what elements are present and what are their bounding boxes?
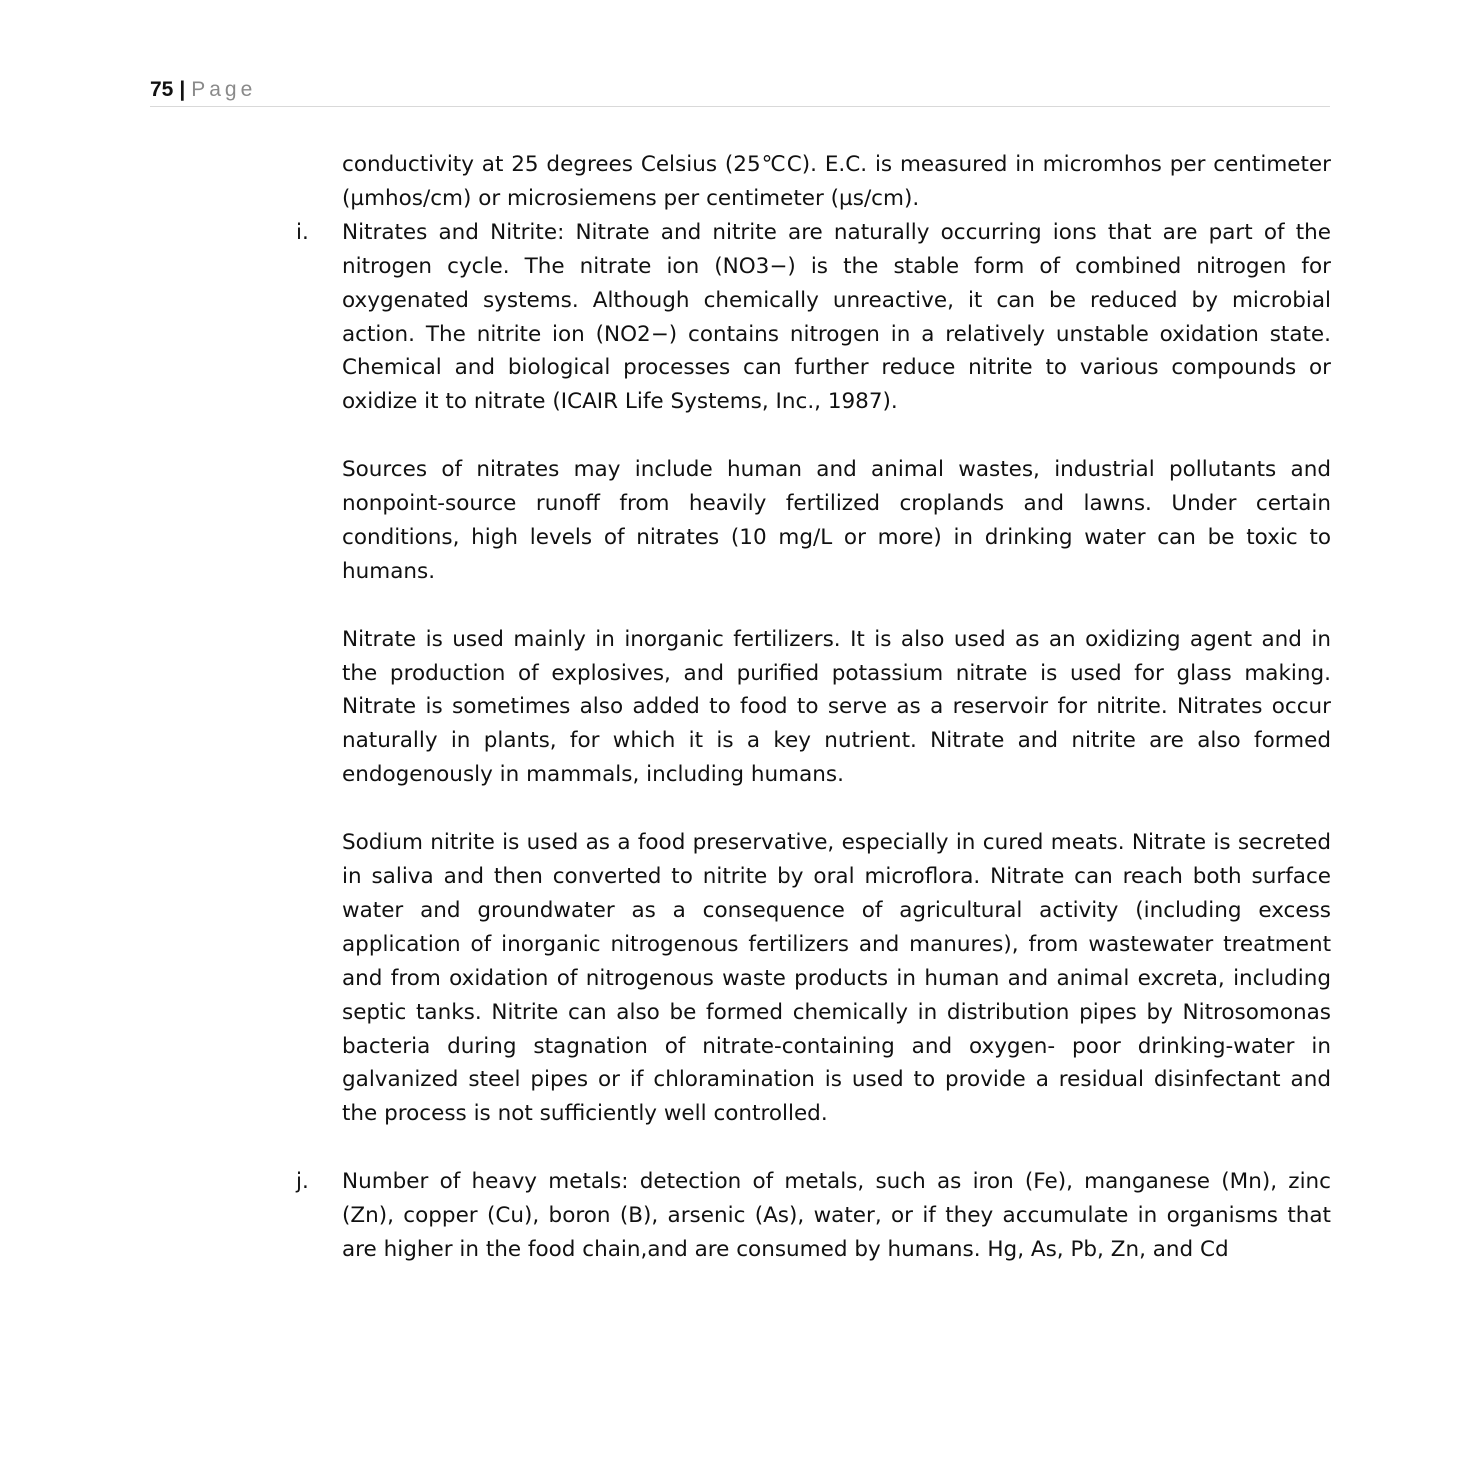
list-item-j-heavy-metals	[296, 1165, 1331, 1267]
paragraph-text: Nitrates and Nitrite: Nitrate and nitrite are naturally occurring ions that are part of the nitrogen cycle. The nitrate ion (NO3−) is the stable form of combined nitrogen for oxygenated systems. Although chemically unreactive, it can be reduced by microbial action. The nitrite ion (NO2−) contains nitrogen in a relatively unstable oxidation state. Chemical and biological processes can further reduce nitrite to various compounds or oxidize it to nitrate (ICAIR Life Systems, Inc., 1987).	[342, 219, 1331, 415]
paragraph-conductivity	[342, 148, 1331, 216]
list-item-i-nitrates	[296, 216, 1331, 419]
paragraph-nitrate-sources	[342, 453, 1331, 589]
paragraph-text: Sources of nitrates may include human and animal wastes, industrial pollutants and nonpoint-source runoff from heavily fertilized croplands and lawns. Under certain conditions, high levels of nitrates (10 mg/L or more) in drinking water can be toxic to humans.	[342, 457, 1331, 584]
document-body	[296, 148, 1331, 1267]
paragraph-nitrate-uses	[342, 623, 1331, 793]
list-marker: j.	[296, 1169, 309, 1195]
page-separator: |	[179, 78, 186, 101]
paragraph-text: Nitrate is used mainly in inorganic fertilizers. It is also used as an oxidizing agent and in the production of explosives, and purified potassium nitrate is used for glass making. Nitrate is sometimes also added to food to serve as a reservoir for nitrite. Nitrates occur naturally in plants, for which it is a key nutrient. Nitrate and nitrite are also formed endogenously in mammals, including humans.	[342, 626, 1331, 788]
page-header	[150, 76, 1330, 107]
page-number: 75	[150, 78, 174, 101]
page-label: Page	[191, 78, 257, 101]
paragraph-text: Sodium nitrite is used as a food preservative, especially in cured meats. Nitrate is secreted in saliva and then converted to nitrite by oral microflora. Nitrate can reach both surface water and groundwater as a consequence of agricultural activity (including excess application of inorganic nitrogenous fertilizers and manures), from wastewater treatment and from oxidation of nitrogenous waste products in human and animal excreta, including septic tanks. Nitrite can also be formed chemically in distribution pipes by Nitrosomonas bacteria during stagnation of nitrate-containing and oxygen- poor drinking-water in galvanized steel pipes or if chloramination is used to provide a residual disinfectant and the process is not sufficiently well controlled.	[342, 830, 1331, 1127]
list-marker: i.	[296, 219, 309, 245]
paragraph-text: conductivity at 25 degrees Celsius (25℃C). E.C. is measured in micromhos per centimeter (µmhos/cm) or microsiemens per centimeter (µs/cm).	[342, 152, 1331, 211]
paragraph-text: Number of heavy metals: detection of metals, such as iron (Fe), manganese (Mn), zinc (Zn), copper (Cu), boron (B), arsenic (As), water, or if they accumulate in organisms that are higher in the food chain,and are consumed by humans. Hg, As, Pb, Zn, and Cd	[342, 1169, 1331, 1262]
paragraph-sodium-nitrite	[342, 826, 1331, 1131]
